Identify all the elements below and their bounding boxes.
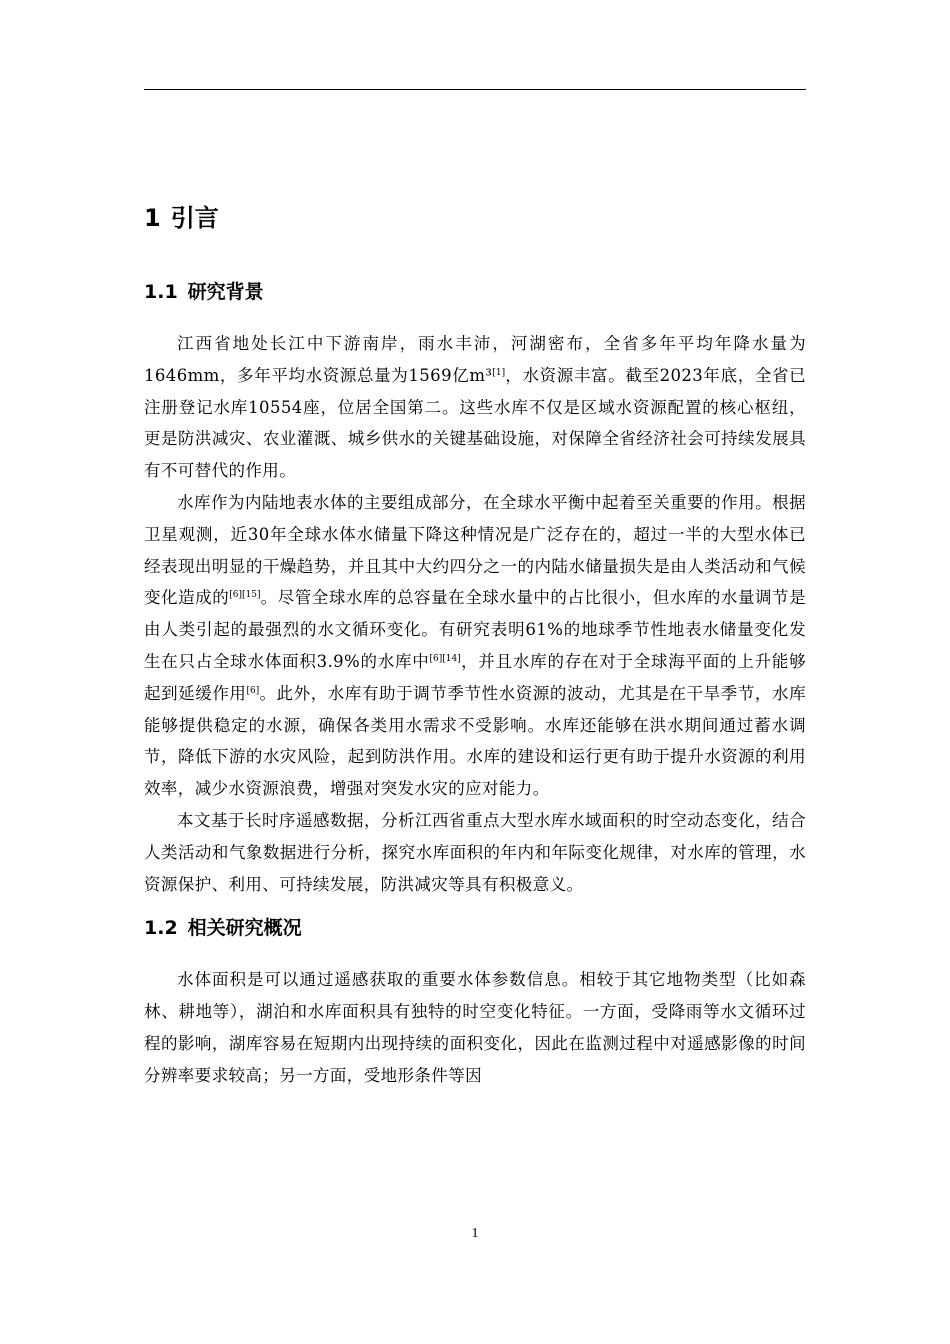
section-heading-1-2 [144,912,806,944]
page-content [144,198,806,1092]
paragraph [144,805,806,900]
paragraph [144,964,806,1091]
section-title: 相关研究概况 [187,917,302,940]
header-rule [144,89,806,90]
citation: [6] [246,685,260,696]
citation: [6][14] [429,653,461,664]
section-number: 1.1 [144,281,178,303]
text-run: 本文基于长时序遥感数据，分析江西省重点大型水库水域面积的时空动态变化，结合人类活动和气象数据进行分析，探究水库面积的年内和年际变化规律，对水库的管理，水资源保护、利用、可持续发展，防洪减灾等具有积极意义。 [144,810,806,894]
page-number: 1 [471,1226,479,1241]
text-run: 。此外，水库有助于调节季节性水资源的波动，尤其是在干旱季节，水库能够提供稳定的水源，确保各类用水需求不受影响。水库还能够在洪水期间通过蓄水调节，降低下游的水灾风险，起到防洪作用。水库的建设和运行更有助于提升水资源的利用效率，减少水资源浪费，增强对突发水灾的应对能力。 [144,683,806,799]
section-heading-1-1 [144,276,806,308]
text-run: ，并且水库的存在对于全球海平面的上升能够起到延缓作用 [144,651,807,703]
text-run: 。尽管全球水库的总容量在全球水量中的占比很小，但水库的水量调节是由人类引起的最强烈的水文循环变化。有研究表明61%的地球季节性地表水储量变化发生在只占全球水体面积3.9%的水库中 [144,588,807,671]
section-body-1-1 [144,328,806,900]
chapter-title: 引言 [170,204,219,232]
paragraph [144,487,806,805]
chapter-heading [144,198,806,238]
section-title: 研究背景 [187,281,264,303]
text-run: 水体面积是可以通过遥感获取的重要水体参数信息。相较于其它地物类型（比如森林、耕地等），湖泊和水库面积具有独特的时空变化特征。一方面，受降雨等水文循环过程的影响，湖库容易在短期内出现持续的面积变化，因此在监测过程中对遥感影像的时间分辨率要求较高；另一方面，受地形条件等因 [144,970,806,1085]
citation: [1] [492,367,506,378]
section-number: 1.2 [144,917,178,940]
chapter-number: 1 [144,204,161,232]
text-run: 江西省地处长江中下游南岸，雨水丰沛，河湖密布，全省多年平均年降水量为1646mm，多年平均水资源总量为1569亿m³ [144,334,806,385]
text-run: ，水资源丰富。截至2023年底，全省已注册登记水库10554座，位居全国第二。这些水库不仅是区域水资源配置的核心枢纽，更是防洪减灾、农业灌溉、城乡供水的关键基础设施，对保障全省经济社会可持续发展具有不可替代的作用。 [144,365,807,481]
text-run: 水库作为内陆地表水体的主要组成部分，在全球水平衡中起着至关重要的作用。根据卫星观测，近30年全球水体水储量下降这种情况是广泛存在的，超过一半的大型水体已经表现出明显的干燥趋势，并且其中大约四分之一的内陆水储量损失是由人类活动和气候变化造成的 [144,492,806,608]
section-body-1-2 [144,964,806,1091]
paragraph [144,328,806,487]
citation: [6][15] [229,590,261,601]
